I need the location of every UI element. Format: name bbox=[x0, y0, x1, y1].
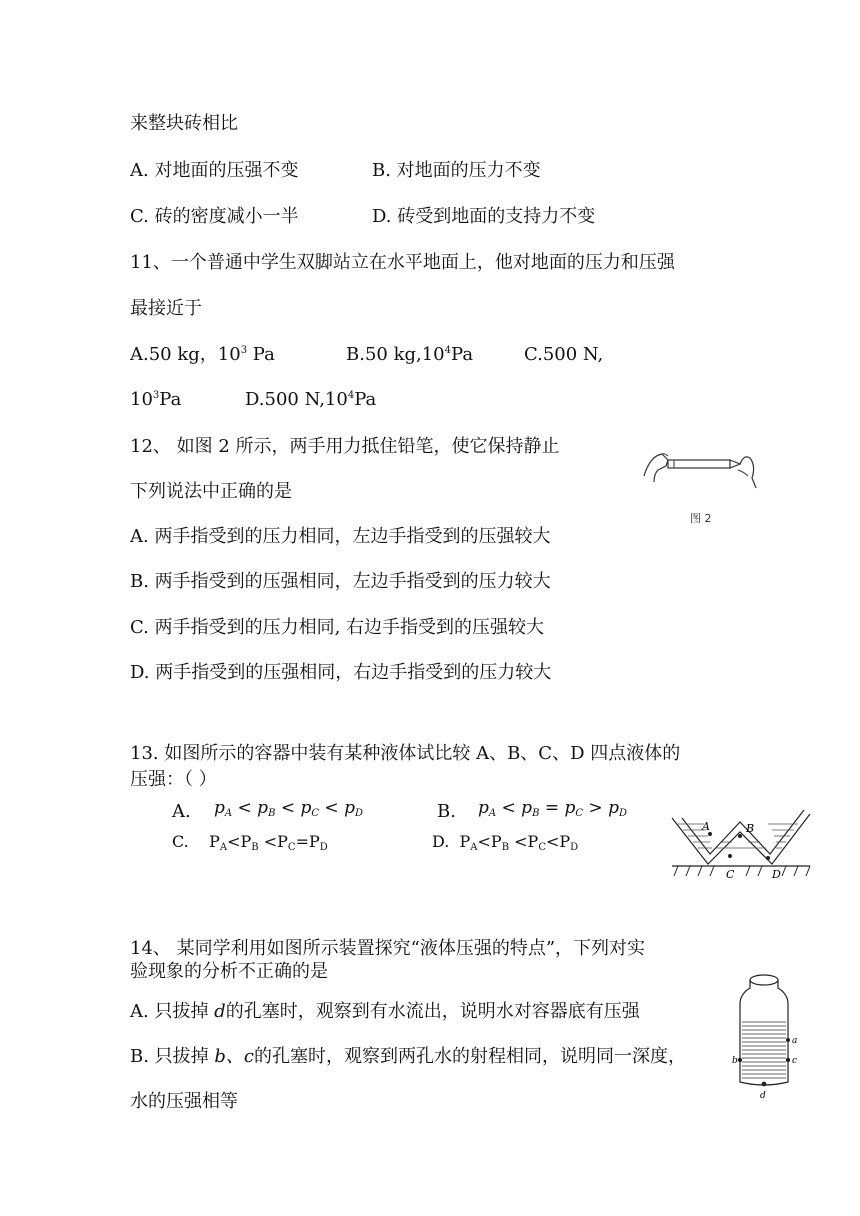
q14-option-b: B. 只拔掉 b、c的孔塞时，观察到两孔水的射程相同，说明同一深度， bbox=[130, 1046, 687, 1067]
option-c: C. 砖的密度减小一半 bbox=[130, 206, 299, 227]
question-14: 14、 某同学利用如图所示装置探究“液体压强的特点”，下列对实 bbox=[130, 938, 646, 959]
q12-option-b: B. 两手指受到的压强相同，左边手指受到的压力较大 bbox=[130, 571, 551, 592]
q13-option-a-expr: $p_A < p_B < p_C < p_D$ bbox=[214, 798, 363, 819]
q12-option-a: A. 两手指受到的压力相同，左边手指受到的压强较大 bbox=[130, 526, 551, 547]
figure-2-pencil-hands bbox=[640, 446, 760, 530]
question-13: 13. 如图所示的容器中装有某种液体试比较 A、B、C、D 四点液体的 bbox=[130, 743, 681, 764]
question-12: 12、 如图 2 所示，两手用力抵住铅笔，使它保持静止 bbox=[130, 436, 560, 457]
point-D-label: D bbox=[772, 868, 781, 881]
option-b: B. 对地面的压力不变 bbox=[372, 160, 541, 181]
point-C-label: C bbox=[726, 868, 735, 881]
q11-option-d: D.500 $N,10^4Pa$ bbox=[245, 389, 377, 410]
q13-option-d: D. $P_A<P_B <P_C<P_D$ bbox=[432, 832, 579, 853]
q13-option-a-label: A. bbox=[172, 801, 191, 822]
hole-a-label: a bbox=[792, 1036, 798, 1046]
q13-option-c: C. $P_A<P_B <P_C=P_D$ bbox=[172, 832, 328, 853]
question-13-cont: 压强：（ ） bbox=[130, 769, 217, 790]
question-11-cont: 最接近于 bbox=[130, 298, 202, 319]
q14-option-b-cont: 水的压强相等 bbox=[130, 1091, 238, 1112]
q11-option-c-cont: $10^3Pa$ bbox=[130, 389, 182, 410]
q11-option-a: A.50 kg，$10^3$ Pa bbox=[130, 344, 275, 365]
question-14-cont: 验现象的分析不正确的是 bbox=[130, 961, 328, 982]
point-A-label: A bbox=[702, 820, 710, 833]
question-11: 11、一个普通中学生双脚站立在水平地面上，他对地面的压力和压强 bbox=[130, 252, 675, 273]
figure-14-container bbox=[732, 970, 804, 1102]
text-line: 来整块砖相比 bbox=[130, 113, 238, 134]
figure-2-label: 图 2 bbox=[690, 512, 712, 525]
q14-option-a: A. 只拔掉 d的孔塞时，观察到有水流出，说明水对容器底有压强 bbox=[130, 1001, 640, 1022]
q12-option-d: D. 两手指受到的压强相同，右边手指受到的压力较大 bbox=[130, 662, 552, 683]
q13-option-b-expr: $p_A < p_B = p_C > p_D$ bbox=[478, 798, 627, 819]
figure-13-container bbox=[668, 808, 814, 888]
point-B-label: B bbox=[746, 822, 755, 835]
option-d: D. 砖受到地面的支持力不变 bbox=[372, 206, 596, 227]
q12-option-c: C. 两手指受到的压力相同, 右边手指受到的压强较大 bbox=[130, 617, 545, 638]
question-12-cont: 下列说法中正确的是 bbox=[130, 481, 292, 502]
q13-option-b-label: B. bbox=[437, 801, 456, 822]
q11-option-c: C.500 N, bbox=[524, 344, 604, 365]
option-a: A. 对地面的压强不变 bbox=[130, 160, 299, 181]
hole-c-label: c bbox=[792, 1056, 798, 1066]
hole-d-label: d bbox=[760, 1091, 766, 1101]
q11-option-b: B.50 $kg,10^4Pa$ bbox=[346, 344, 474, 365]
hole-b-label: b bbox=[732, 1056, 738, 1066]
